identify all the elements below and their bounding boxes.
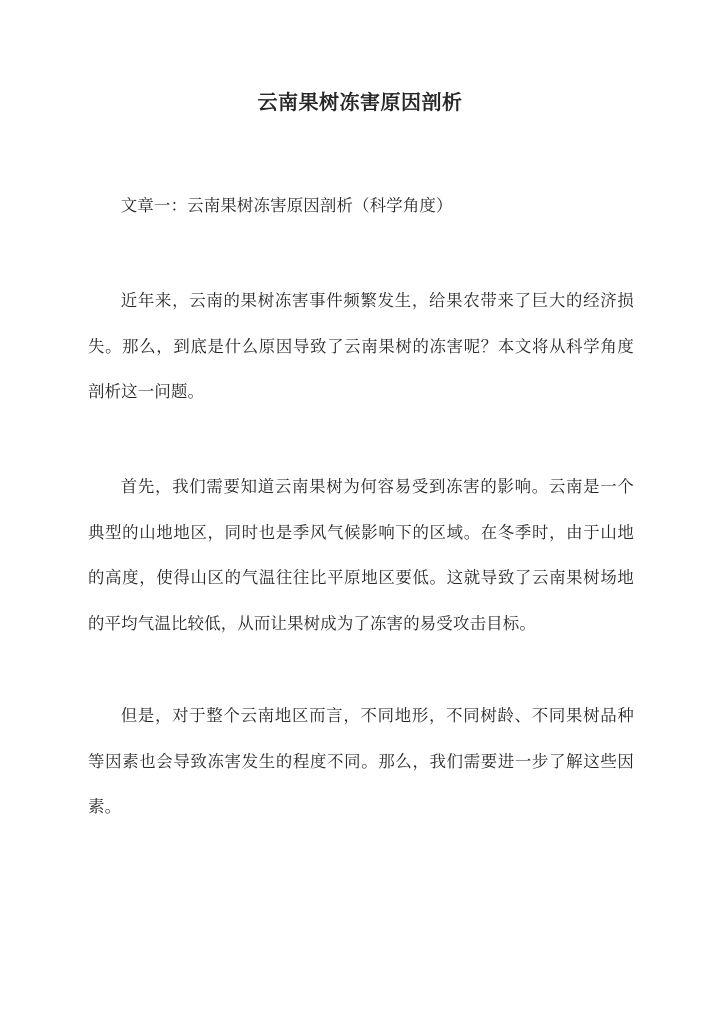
article-subtitle: 文章一：云南果树冻害原因剖析（科学角度） bbox=[120, 196, 453, 215]
paragraph-reasons: 首先，我们需要知道云南果树为何容易受到冻害的影响。云南是一个典型的山地地区，同时也是季风气候影响下的区域。在冬季时，由于山地的高度，使得山区的气温往往比平原地区要低。这就导致了云南果树场地的平均气温比较低，从而让果树成为了冻害的易受攻击目标。 bbox=[88, 477, 634, 633]
document-title: 云南果树冻害原因剖析 bbox=[257, 90, 463, 114]
paragraph-factors: 但是，对于整个云南地区而言，不同地形，不同树龄、不同果树品种等因素也会导致冻害发生的程度不同。那么，我们需要进一步了解这些因素。 bbox=[88, 706, 634, 816]
paragraph-intro: 近年来，云南的果树冻害事件频繁发生，给果农带来了巨大的经济损失。那么，到底是什么原因导致了云南果树的冻害呢？本文将从科学角度剖析这一问题。 bbox=[88, 291, 634, 401]
